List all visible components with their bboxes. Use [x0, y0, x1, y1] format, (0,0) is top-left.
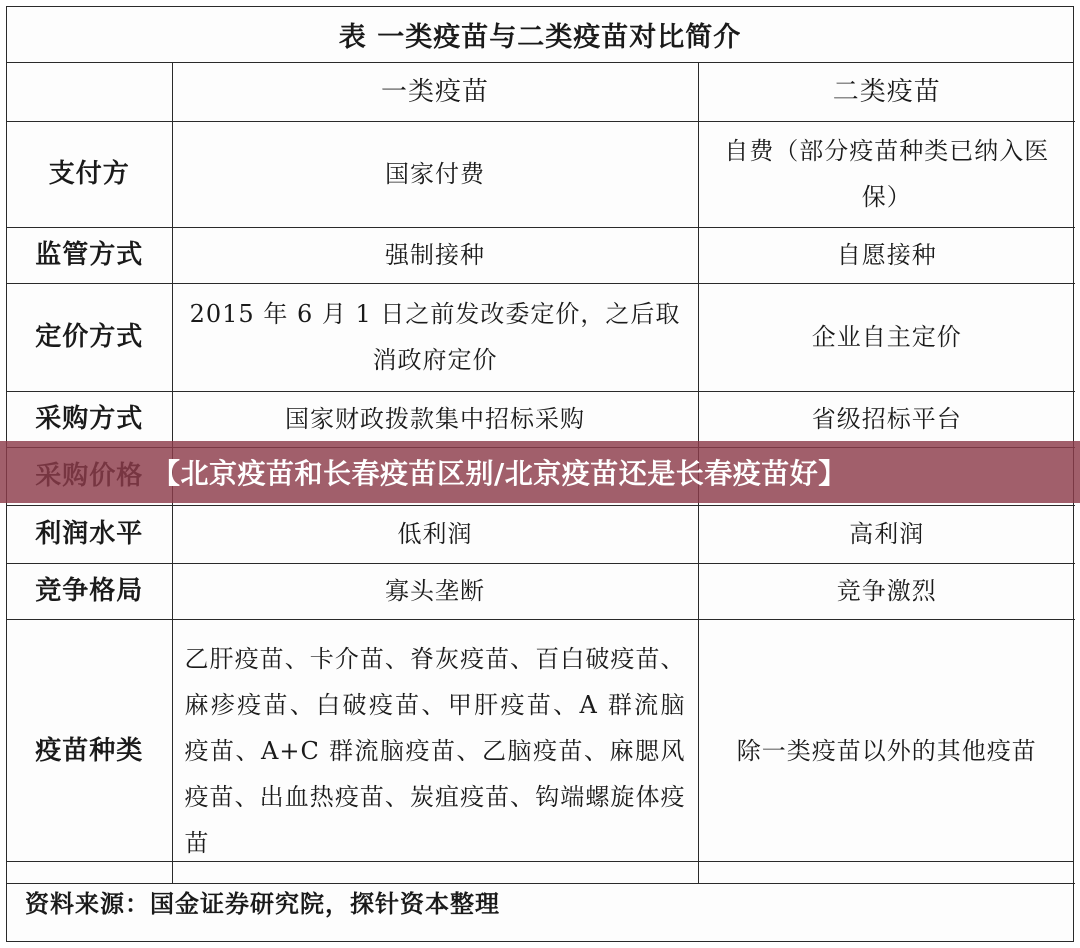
header-cell: [7, 63, 172, 121]
row-label: 支付方: [7, 121, 172, 227]
class1-cell: 寡头垄断: [172, 563, 698, 619]
row-label: 采购方式: [7, 391, 172, 447]
class1-cell: 乙肝疫苗、卡介苗、脊灰疫苗、百白破疫苗、麻疹疫苗、白破疫苗、甲肝疫苗、A 群流脑疫苗、A+C 群流脑疫苗、乙脑疫苗、麻腮风疫苗、出血热疫苗、炭疽疫苗、钩端螺旋体疫苗: [172, 619, 698, 883]
row-label: 竞争格局: [7, 563, 172, 619]
table-row: [7, 563, 1075, 619]
header-cell: 二类疫苗: [698, 63, 1075, 121]
source-note: 资料来源：国金证券研究院，探针资本整理: [7, 861, 1073, 941]
row-label: 疫苗种类: [7, 619, 172, 883]
table-title: 表 一类疫苗与二类疫苗对比简介: [7, 7, 1073, 63]
class1-cell: 国家付费: [172, 121, 698, 227]
class2-cell: 省级招标平台: [698, 391, 1075, 447]
class2-cell: 企业自主定价: [698, 283, 1075, 391]
table-row: [7, 391, 1075, 447]
class1-cell: 低利润: [172, 505, 698, 563]
table-row: [7, 283, 1075, 391]
class2-cell: 竞争激烈: [698, 563, 1075, 619]
row-label: 利润水平: [7, 505, 172, 563]
class1-cell: 2015 年 6 月 1 日之前发改委定价，之后取消政府定价: [172, 283, 698, 391]
table-row: [7, 121, 1075, 227]
table-row: [7, 227, 1075, 283]
class1-cell: 强制接种: [172, 227, 698, 283]
row-label: 监管方式: [7, 227, 172, 283]
table-row: [7, 505, 1075, 563]
table-header-row: [7, 63, 1075, 121]
row-label: 定价方式: [7, 283, 172, 391]
class2-cell: 高利润: [698, 505, 1075, 563]
header-cell: 一类疫苗: [172, 63, 698, 121]
table-row: [7, 619, 1075, 883]
class2-cell: 自愿接种: [698, 227, 1075, 283]
title-banner: 【北京疫苗和长春疫苗区别/北京疫苗还是长春疫苗好】: [0, 441, 1080, 503]
class2-cell: 除一类疫苗以外的其他疫苗: [698, 619, 1075, 883]
class2-cell: 自费（部分疫苗种类已纳入医保）: [698, 121, 1075, 227]
class1-cell: 国家财政拨款集中招标采购: [172, 391, 698, 447]
